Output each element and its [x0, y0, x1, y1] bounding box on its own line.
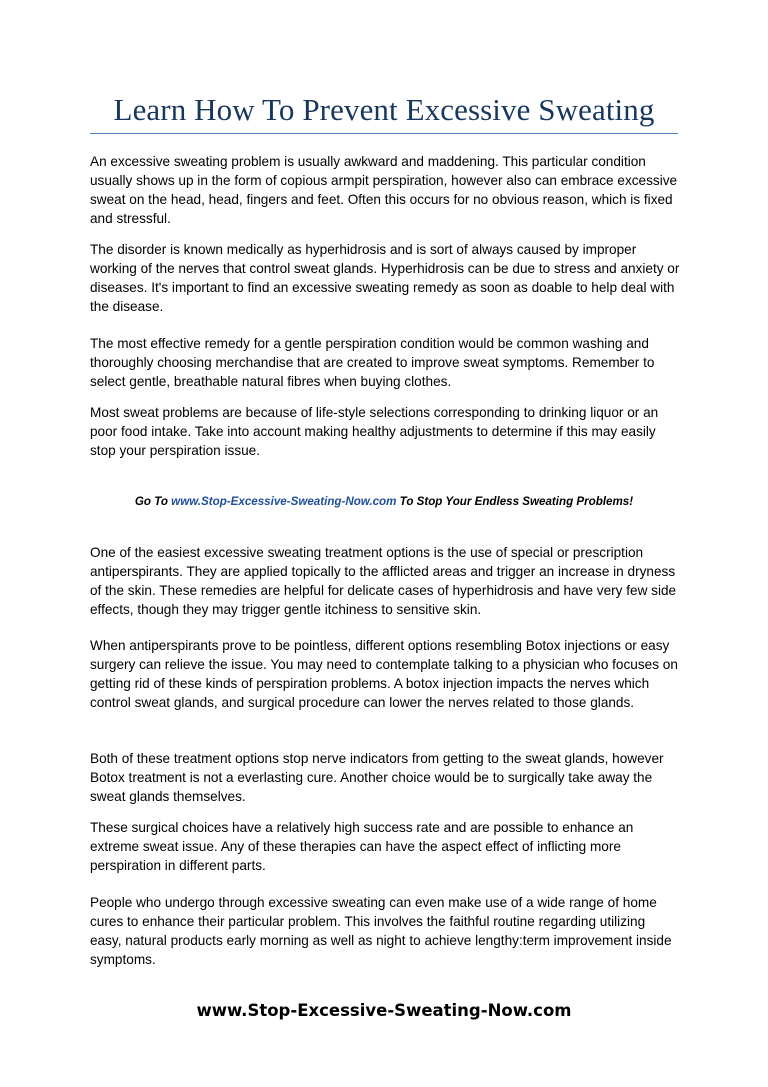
paragraph-text: Most sweat problems are because of life-style selections corresponding to drinking liquor or an poor food intake. Take into account making healthy adjustments to determine if this may easily stop your perspiration issue.: [90, 405, 659, 458]
paragraph-8: [90, 818, 680, 875]
paragraph-3: [90, 334, 680, 391]
paragraph-1: [90, 152, 680, 228]
callout-suffix: To Stop Your Endless Sweating Problems!: [396, 495, 634, 508]
paragraph-text: An excessive sweating problem is usually awkward and maddening. This particular condition usually shows up in the form of copious armpit perspiration, however also can embrace excessive sweat on the head, head, fingers and feet. Often this occurs for no obvious reason, which is fixed and stressful.: [90, 154, 678, 226]
paragraph-2: [90, 240, 680, 316]
callout-link[interactable]: www.Stop-Excessive-Sweating-Now.com: [171, 495, 397, 508]
paragraph-text: The most effective remedy for a gentle perspiration condition would be common washing and thoroughly choosing merchandise that are created to improve sweat symptoms. Remember to select gentle, breathable natural fibres when buying clothes.: [90, 336, 655, 389]
callout-prefix: Go To: [134, 495, 172, 508]
paragraph-text: Both of these treatment options stop nerve indicators from getting to the sweat glands, however Botox treatment is not a everlasting cure. Another choice would be to surgically take away the sweat glands themselves.: [90, 751, 664, 804]
page-title: Learn How To Prevent Excessive Sweating: [90, 90, 678, 134]
paragraph-text: One of the easiest excessive sweating treatment options is the use of special or prescription antiperspirants. They are applied topically to the afflicted areas and trigger an increase in dryness of the skin. These remedies are helpful for delicate cases of hyperhidrosis and have very few side effects, though they may trigger gentle itchiness to sensitive skin.: [90, 545, 677, 617]
paragraph-text: When antiperspirants prove to be pointless, different options resembling Botox injections or easy surgery can relieve the issue. You may need to contemplate talking to a physician who focuses on getting rid of these kinds of perspiration problems. A botox injection impacts the nerves which control sweat glands, and surgical procedure can lower the nerves related to those glands.: [90, 638, 678, 710]
paragraph-9: [90, 893, 680, 969]
paragraph-text: The disorder is known medically as hyperhidrosis and is sort of always caused by improper working of the nerves that control sweat glands. Hyperhidrosis can be due to stress and anxiety or diseases. It's important to find an excessive sweating remedy as soon as doable to help deal with the disease.: [90, 242, 680, 314]
paragraph-4: [90, 403, 680, 460]
paragraph-7: [90, 749, 680, 806]
paragraph-text: These surgical choices have a relatively high success rate and are possible to enhance an extreme sweat issue. Any of these therapies can have the aspect effect of inflicting more perspiration in different parts.: [90, 820, 634, 873]
paragraph-text: People who undergo through excessive sweating can even make use of a wide range of home cures to enhance their particular problem. This involves the faithful routine regarding utilizing easy, natural products early morning as well as night to achieve lengthy:term improvement inside symptoms.: [90, 895, 672, 967]
paragraph-6: [90, 636, 680, 712]
promo-callout: [90, 494, 678, 510]
paragraph-5: [90, 543, 680, 619]
footer-url[interactable]: www.Stop-Excessive-Sweating-Now.com: [196, 1001, 572, 1020]
